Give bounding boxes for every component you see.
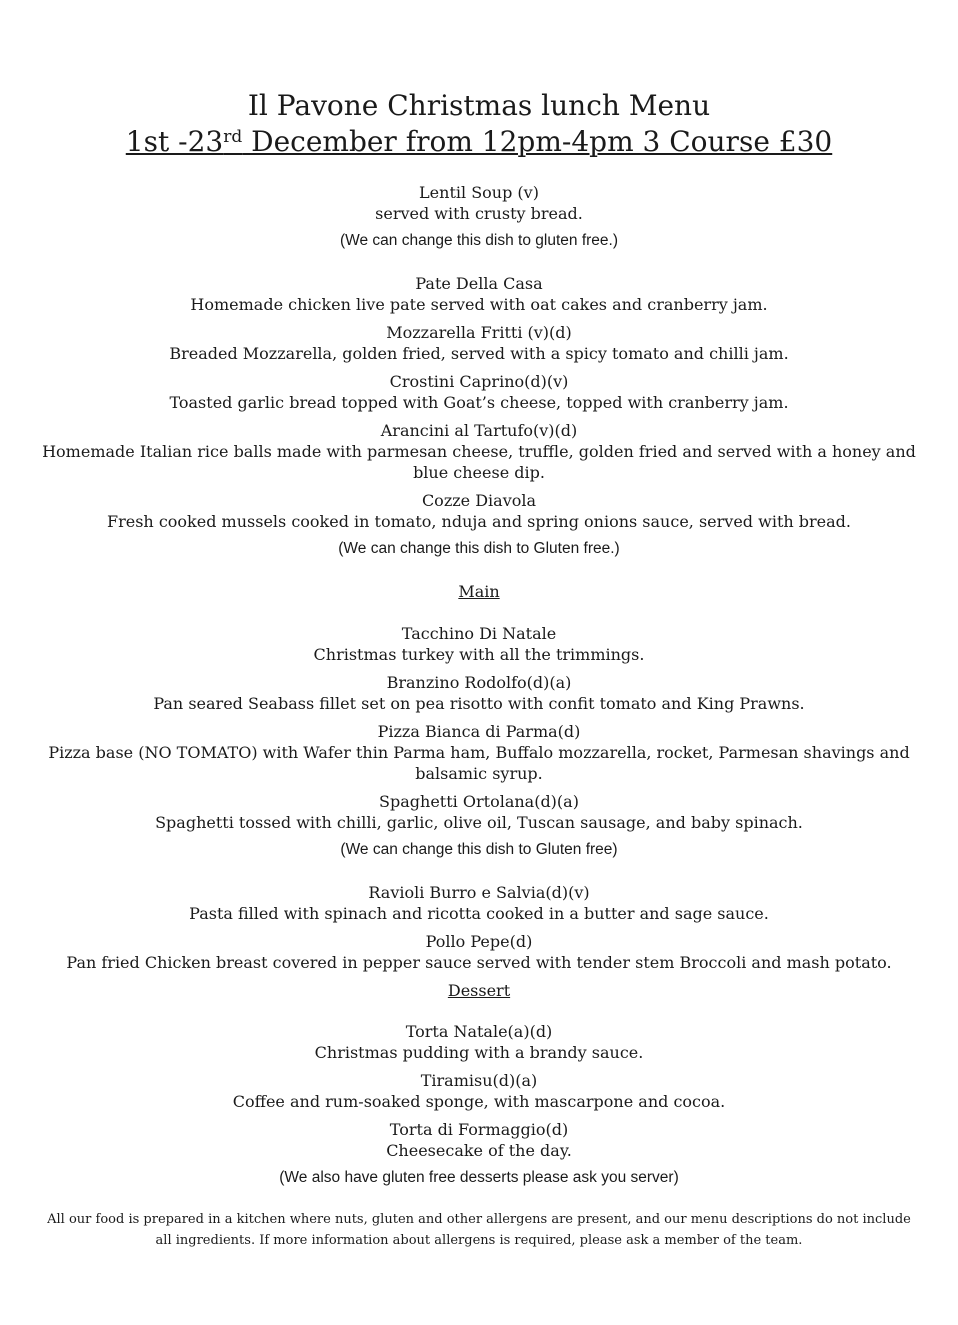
menu-item bbox=[40, 322, 918, 364]
subtitle-superscript: rd bbox=[223, 127, 243, 147]
menu-subtitle bbox=[0, 124, 958, 160]
dish-name: Pollo Pepe(d) bbox=[425, 932, 533, 951]
dish-name: Mozzarella Fritti (v)(d) bbox=[386, 323, 572, 342]
dish-description: Breaded Mozzarella, golden fried, served with a spicy tomato and chilli jam. bbox=[169, 344, 789, 363]
menu-item bbox=[40, 371, 918, 413]
menu-item bbox=[40, 672, 918, 714]
dish-name: Crostini Caprino(d)(v) bbox=[389, 372, 569, 391]
dish-description: Homemade chicken live pate served with oat cakes and cranberry jam. bbox=[190, 295, 768, 314]
dish-description: Pasta filled with spinach and ricotta cooked in a butter and sage sauce. bbox=[189, 904, 769, 923]
menu-item bbox=[40, 490, 918, 532]
subtitle-suffix: December from 12pm-4pm 3 Course £30 bbox=[242, 125, 833, 158]
dish-name: Ravioli Burro e Salvia(d)(v) bbox=[368, 883, 590, 902]
dish-description: Pan fried Chicken breast covered in pepper sauce served with tender stem Broccoli and mash potato. bbox=[66, 953, 892, 972]
dish-description: Pan seared Seabass fillet set on pea risotto with confit tomato and King Prawns. bbox=[153, 694, 805, 713]
allergen-disclaimer: All our food is prepared in a kitchen where nuts, gluten and other allergens are present, and our menu descriptions do not include all ingredients. If more information about allergens is required, please ask a member of the team. bbox=[47, 1212, 911, 1248]
dish-name: Cozze Diavola bbox=[421, 491, 537, 510]
dish-name: Lentil Soup (v) bbox=[419, 183, 539, 202]
gluten-note: (We can change this dish to Gluten free.) bbox=[338, 540, 620, 557]
menu-title: Il Pavone Christmas lunch Menu bbox=[247, 89, 711, 122]
menu-item bbox=[40, 791, 918, 833]
menu-item bbox=[40, 882, 918, 924]
dish-description: Spaghetti tossed with chilli, garlic, olive oil, Tuscan sausage, and baby spinach. bbox=[155, 813, 803, 832]
dish-name: Tacchino Di Natale bbox=[401, 624, 557, 643]
dish-name: Branzino Rodolfo(d)(a) bbox=[386, 673, 572, 692]
dish-description: Coffee and rum-soaked sponge, with mascarpone and cocoa. bbox=[232, 1092, 726, 1111]
dish-description: Fresh cooked mussels cooked in tomato, nduja and spring onions sauce, served with bread. bbox=[107, 512, 851, 531]
dish-description: Christmas pudding with a brandy sauce. bbox=[314, 1043, 644, 1062]
menu-item bbox=[40, 273, 918, 315]
menu-item bbox=[40, 623, 918, 665]
menu-item bbox=[40, 931, 918, 973]
dish-description: Pizza base (NO TOMATO) with Wafer thin Parma ham, Buffalo mozzarella, rocket, Parmesan shavings and balsamic syrup. bbox=[48, 743, 910, 783]
section-heading-dessert: Dessert bbox=[447, 981, 511, 1000]
dish-description: Toasted garlic bread topped with Goat’s cheese, topped with cranberry jam. bbox=[169, 393, 789, 412]
gluten-note: (We can change this dish to gluten free.) bbox=[339, 232, 618, 249]
dish-description: Homemade Italian rice balls made with parmesan cheese, truffle, golden fried and served with a honey and blue cheese dip. bbox=[42, 442, 916, 482]
menu-item bbox=[40, 721, 918, 784]
dish-name: Torta Natale(a)(d) bbox=[405, 1022, 553, 1041]
dish-name: Tiramisu(d)(a) bbox=[420, 1071, 538, 1090]
dish-name: Arancini al Tartufo(v)(d) bbox=[380, 421, 578, 440]
subtitle-prefix: 1st -23 bbox=[125, 125, 224, 158]
menu-item bbox=[40, 1021, 918, 1063]
dish-name: Spaghetti Ortolana(d)(a) bbox=[379, 792, 579, 811]
section-heading-main: Main bbox=[458, 582, 500, 601]
dish-name: Pate Della Casa bbox=[415, 274, 543, 293]
dish-description: Cheesecake of the day. bbox=[386, 1141, 572, 1160]
menu-item bbox=[40, 182, 918, 224]
dish-description: Christmas turkey with all the trimmings. bbox=[313, 645, 645, 664]
dish-name: Torta di Formaggio(d) bbox=[389, 1120, 569, 1139]
dish-description: served with crusty bread. bbox=[375, 204, 583, 223]
gluten-note: (We also have gluten free desserts please ask you server) bbox=[279, 1169, 679, 1186]
menu-item bbox=[40, 420, 918, 483]
menu-item bbox=[40, 1119, 918, 1161]
gluten-note: (We can change this dish to Gluten free) bbox=[340, 841, 618, 858]
dish-name: Pizza Bianca di Parma(d) bbox=[377, 722, 581, 741]
menu-item bbox=[40, 1070, 918, 1112]
